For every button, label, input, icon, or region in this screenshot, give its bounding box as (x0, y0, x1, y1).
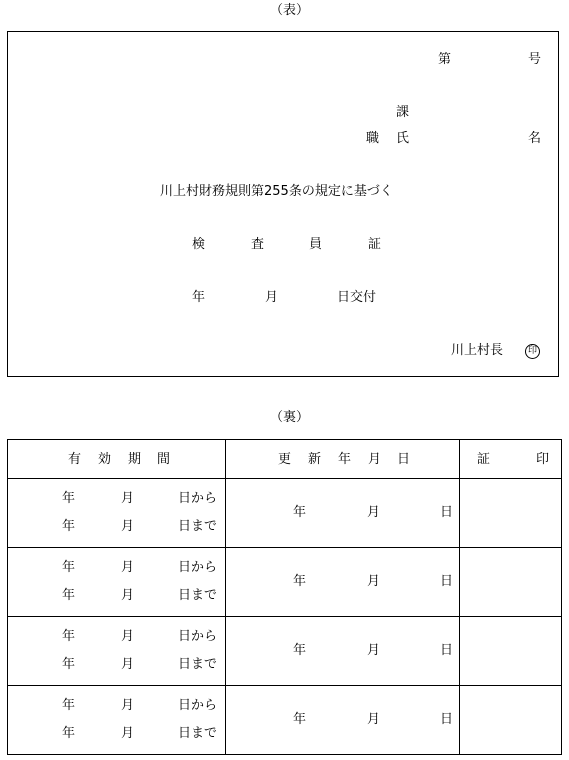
section-ka: 課 (396, 105, 410, 120)
title-char-1: 検 (192, 237, 206, 252)
renewal-date-cell: 年 月 日 (226, 617, 460, 686)
number-dai: 第 (438, 52, 452, 67)
title-char-2: 査 (251, 237, 265, 252)
issue-day: 日交付 (337, 290, 377, 305)
table-row (8, 479, 562, 548)
validity-cell: 年 月 日から 年 月 日まで (8, 479, 226, 548)
validity-cell: 年 月 日から 年 月 日まで (8, 617, 226, 686)
label-mei: 名 (528, 131, 542, 146)
header-proof-seal: 証 印 (460, 440, 562, 479)
issuer-name: 川上村長 (451, 343, 504, 358)
proof-seal-cell (460, 686, 562, 755)
seal-icon: 印 (525, 343, 540, 359)
proof-seal-cell (460, 479, 562, 548)
table-header-row (8, 440, 562, 479)
renewal-date-cell: 年 月 日 (226, 548, 460, 617)
issue-year: 年 (192, 290, 206, 305)
header-renewal-date: 更 新 年 月 日 (226, 440, 460, 479)
back-caption: （裏） (270, 410, 310, 425)
validity-cell: 年 月 日から 年 月 日まで (8, 686, 226, 755)
table-row (8, 686, 562, 755)
renewal-date-cell: 年 月 日 (226, 686, 460, 755)
issue-month: 月 (265, 290, 279, 305)
label-shoku: 職 (366, 131, 380, 146)
validity-cell: 年 月 日から 年 月 日まで (8, 548, 226, 617)
table-row (8, 617, 562, 686)
regulation-text: 川上村財務規則第255条の規定に基づく (160, 184, 393, 199)
title-char-4: 証 (368, 237, 382, 252)
title-char-3: 員 (309, 237, 323, 252)
proof-seal-cell (460, 548, 562, 617)
renewal-table (7, 439, 562, 755)
front-caption: （表） (270, 3, 310, 18)
number-go: 号 (528, 52, 542, 67)
renewal-date-cell: 年 月 日 (226, 479, 460, 548)
front-card (7, 31, 559, 377)
proof-seal-cell (460, 617, 562, 686)
table-row (8, 548, 562, 617)
label-shi: 氏 (396, 131, 410, 146)
header-validity-period: 有 効 期 間 (8, 440, 226, 479)
